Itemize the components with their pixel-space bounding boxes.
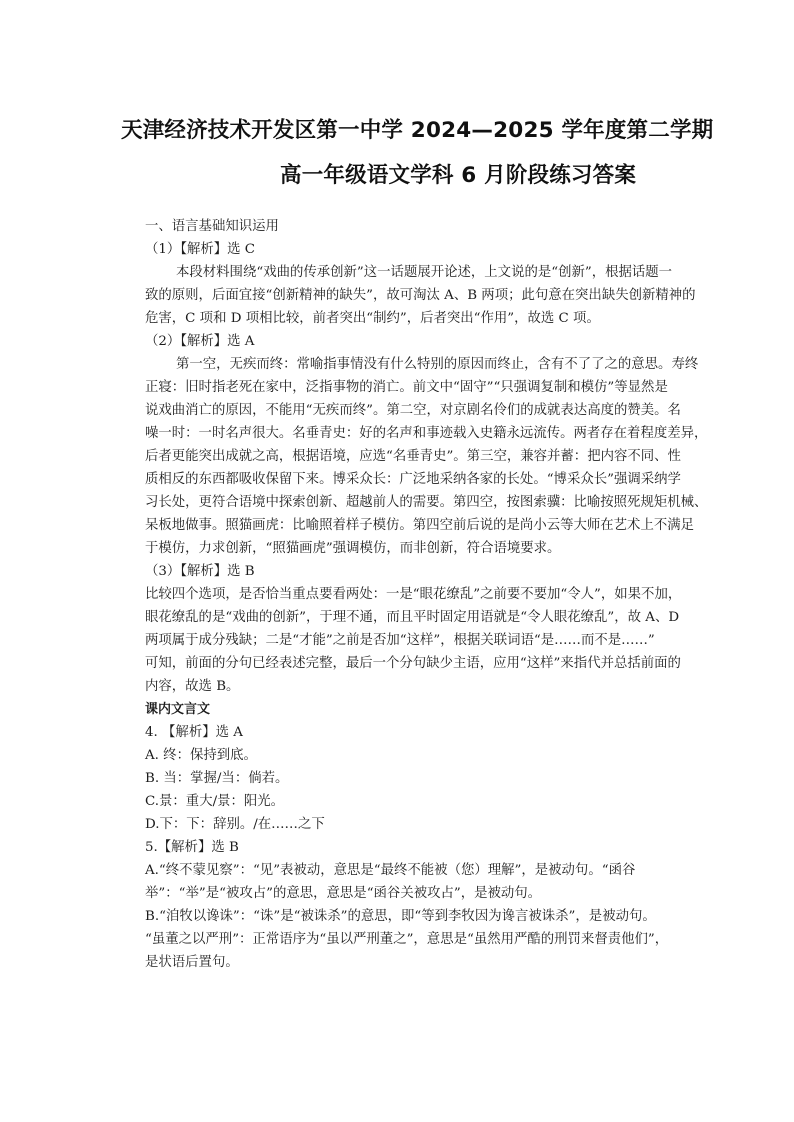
- option-b-line: B. 当：掌握/当：倘若。: [145, 771, 289, 786]
- paragraph-line: 本段材料围绕“戏曲的传承创新”这一话题展开论述，上文说的是“创新”，根据话题一: [176, 265, 673, 280]
- question-5-answer: 5.【解析】选 B: [145, 840, 239, 855]
- paragraph-line: 内容，故选 B。: [145, 679, 240, 694]
- paragraph-line: 习长处，更符合语境中探索创新、超越前人的需要。第四空，按图索骥：比喻按照死规矩机械、: [145, 495, 708, 510]
- section-heading-classical-chinese: 课内文言文: [145, 702, 211, 717]
- paragraph-line: 噪一时：一时名声很大。名垂青史：好的名声和事迹载入史籍永远流传。两者存在着程度差异，: [145, 426, 708, 441]
- option-a-line: A. 终：保持到底。: [145, 748, 257, 763]
- paragraph-line: 正寝：旧时指老死在家中，泛指事物的消亡。前文中“固守”“只强调复制和模仿”等显然是: [145, 380, 668, 395]
- paragraph-line: 于模仿，力求创新，“照猫画虎”强调模仿，而非创新，符合语境要求。: [145, 541, 561, 556]
- paragraph-line: 说戏曲消亡的原因，不能用“无疾而终”。第二空，对京剧名伶们的成就表达高度的赞美。名: [145, 403, 681, 418]
- section-heading-language-basics: 一、语言基础知识运用: [145, 219, 279, 234]
- option-d-line: D.下：下：辞别。/在……之下: [145, 817, 325, 832]
- paragraph-line: 第一空，无疾而终：常喻指事情没有什么特别的原因而终止，含有不了了之的意思。寿终: [176, 357, 699, 372]
- paragraph-line: “虽董之以严刑”：正常语序为“虽以严刑董之”，意思是“虽然用严酷的刑罚来督责他们”，: [145, 932, 669, 947]
- question-3-answer: （3）【解析】选 B: [145, 564, 255, 579]
- question-2-answer: （2）【解析】选 A: [145, 334, 255, 349]
- paragraph-line: 致的原则，后面宜接“创新精神的缺失”，故可淘汰 A、B 两项；此句意在突出缺失创新精神的: [145, 288, 696, 303]
- paragraph-line: 可知，前面的分句已经表述完整，最后一个分句缺少主语，应用“这样”来指代并总括前面的: [145, 656, 681, 671]
- document-title-line-2: 高一年级语文学科 6 月阶段练习答案: [280, 163, 637, 188]
- paragraph-line: 危害，C 项和 D 项相比较，前者突出“制约”，后者突出“作用”，故选 C 项。: [145, 311, 600, 326]
- paragraph-line: 两项属于成分残缺；二是“才能”之前是否加“这样”，根据关联词语“是……而不是……”: [145, 633, 655, 648]
- paragraph-line: 眼花缭乱的是“戏曲的创新”，于理不通，而且平时固定用语就是“令人眼花缭乱”，故 A、D: [145, 610, 680, 625]
- paragraph-line: 后者更能突出成就之高，根据语境，应选“名垂青史”。第三空，兼容并蓄：把内容不同、性: [145, 449, 681, 464]
- paragraph-line: 呆板地做事。照猫画虎：比喻照着样子模仿。第四空前后说的是尚小云等大师在艺术上不满足: [145, 518, 695, 533]
- question-1-answer: （1）【解析】选 C: [145, 242, 256, 257]
- paragraph-line: 比较四个选项，是否恰当重点要看两处：一是“眼花缭乱”之前要不要加“令人”，如果不加，: [145, 587, 682, 602]
- option-c-line: C.景：重大/景：阳光。: [145, 794, 285, 809]
- paragraph-line: 是状语后置句。: [145, 955, 239, 970]
- question-4-answer: 4. 【解析】选 A: [145, 725, 243, 740]
- paragraph-line: 举”：“举”是“被攻占”的意思，意思是“函谷关被攻占”，是被动句。: [145, 886, 542, 901]
- paragraph-line: A.“终不蒙见察”：“见”表被动，意思是“最终不能被（您）理解”，是被动句。“函谷: [145, 863, 636, 878]
- paragraph-line: 质相反的东西都吸收保留下来。博采众长：广泛地采纳各家的长处。“博采众长”强调采纳学: [145, 472, 681, 487]
- paragraph-line: B.“洎牧以谗诛”：“诛”是“被诛杀”的意思，即“等到李牧因为谗言被诛杀”，是被动句。: [145, 909, 656, 924]
- document-title-line-1: 天津经济技术开发区第一中学 2024—2025 学年度第二学期: [121, 118, 714, 143]
